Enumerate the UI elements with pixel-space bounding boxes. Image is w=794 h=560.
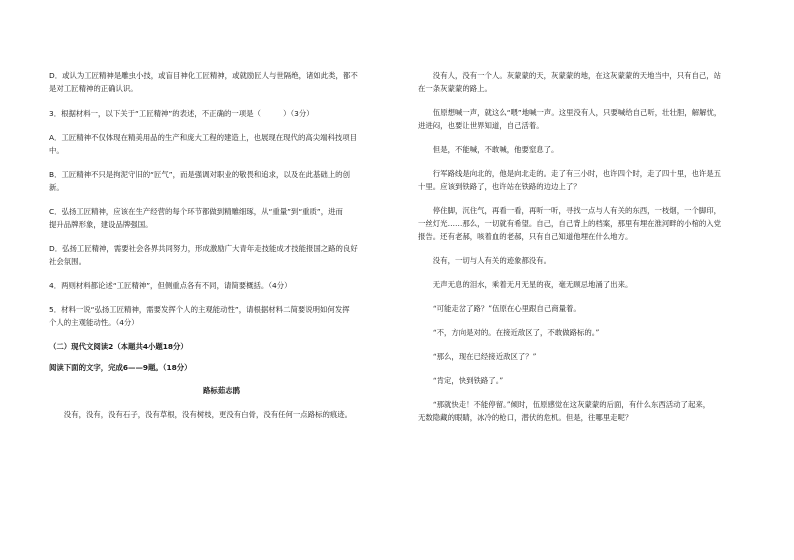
question-3-option-a-line1: A．工匠精神不仅体现在精美用品的生产和庞大工程的建造上，也展现在现代的高尖端科技项目 [49,133,358,142]
passage-paragraph-r1-line2: 在一条灰蒙蒙的路上。 [418,84,492,93]
passage-paragraph-r3: 但是，不能喊，不敢喊，他要窒息了。 [432,145,559,154]
question-5-line1: 5．材料一说“弘扬工匠精神，需要发挥个人的主观能动性”，请根据材料二简要说明如何发挥 [49,305,350,314]
dialogue-line-2: “不，方向是对的。在接近敌区了，不敢做路标的。” [432,328,600,337]
question-3-option-d-line2: 社会氛围。 [49,257,86,266]
passage-paragraph-r4-line2: 十里。应该到铁路了，也许站在铁路的边边上了？ [418,182,581,191]
passage-paragraph-1: 没有，没有，没有石子，没有草根，没有树枝，更没有白骨，没有任何一点路标的痕迹。 [63,410,353,419]
question-3-option-d-line1: D．弘扬工匠精神，需要社会各界共同努力，形成激励广大青年走技能成才技能报国之路的良好 [49,244,358,253]
option-d-line1: D．或认为工匠精神是雕虫小技，或盲目神化工匠精神，或就励匠人与世隔绝，诸如此类，都不 [49,71,358,80]
dialogue-line-1: “可能走岔了路？”伍原在心里跟自己商量着。 [432,304,581,313]
passage-paragraph-r1-line1: 没有人，没有一个人。灰蒙蒙的天，灰蒙蒙的地，在这灰蒙蒙的天地当中，只有自己，站 [432,71,722,80]
question-3-option-b-line1: B．工匠精神不只是拘泥守旧的“匠气”，而是强调对职业的敬畏和追求，以及在此基础上的创 [49,170,350,179]
passage-paragraph-r5-line3: 报告。还有老郝，咳着血的老郝，只有自己知道他埋在什么地方。 [418,232,633,241]
passage-paragraph-r4-line1: 行军路线是向北的，他是向北走的。走了有三小时，也许四个时，走了四十里，也许是五 [432,169,722,178]
right-column [418,62,758,423]
passage-paragraph-r2-line2: 进进闷，也要让世界知道，自己活着。 [418,121,544,130]
passage-paragraph-r12-line2: 无数隐藏的眼睛，冰冷的枪口，潜伏的危机。但是，往哪里走呢？ [418,413,633,422]
question-3-option-a-line2: 中。 [49,146,64,155]
dialogue-line-4: “肯定，快到铁路了。” [432,376,504,385]
question-3: 3．根据材料一，以下关于“工匠精神”的表述，不正确的一项是（ ）（3分） [49,109,314,118]
question-3-option-c-line1: C．弘扬工匠精神，应该在生产经营的每个环节都做到精雕细琢，从“重量”到“重质”，进而 [49,207,343,216]
passage-paragraph-r6: 没有，一切与人有关的迹象都没有。 [432,256,552,265]
reading-instruction: 阅读下面的文字，完成6——9题。（18分） [49,363,192,372]
passage-paragraph-r5-line2: 一丝灯光……那么，一切就有希望。自己，自己背上的档案，那里有埋在淮河畔的小棺的入党 [418,219,722,228]
passage-paragraph-r2-line1: 伍原想喊一声，就这么“喂”地喊一声。这里没有人，只要喊给自己听，壮壮胆，解解忧， [432,108,722,117]
question-3-option-c-line2: 提升品牌形象，建设品牌强国。 [49,220,153,229]
passage-paragraph-r7: 无声无息的泪水，乘着无月无星的夜，毫无顾忌地涌了出来。 [432,280,633,289]
option-d-line2: 是对工匠精神的正确认识。 [49,84,138,93]
passage-paragraph-r5-line1: 停住脚，沉住气，再看一看，再听一听，寻找一点与人有关的东西，一枝烟，一个脚印， [432,206,722,215]
passage-title: 路标茹志鹃 [203,386,240,395]
question-3-option-b-line2: 新。 [49,183,64,192]
section-heading: （二）现代文阅读2（本题共4小题18分） [49,342,188,351]
question-5-line2: 个人的主观能动性。（4分） [49,318,139,327]
passage-paragraph-r12-line1: “那就快走！不能停留。”倾时，伍原感觉在这灰蒙蒙的后面，有什么东西活动了起来， [432,400,711,409]
dialogue-line-3: “那么，现在已经接近敌区了？” [432,352,537,361]
left-column [49,62,394,420]
question-4: 4．两则材料都论述“工匠精神”，但侧重点各有不同，请简要概括。（4分） [49,281,292,290]
